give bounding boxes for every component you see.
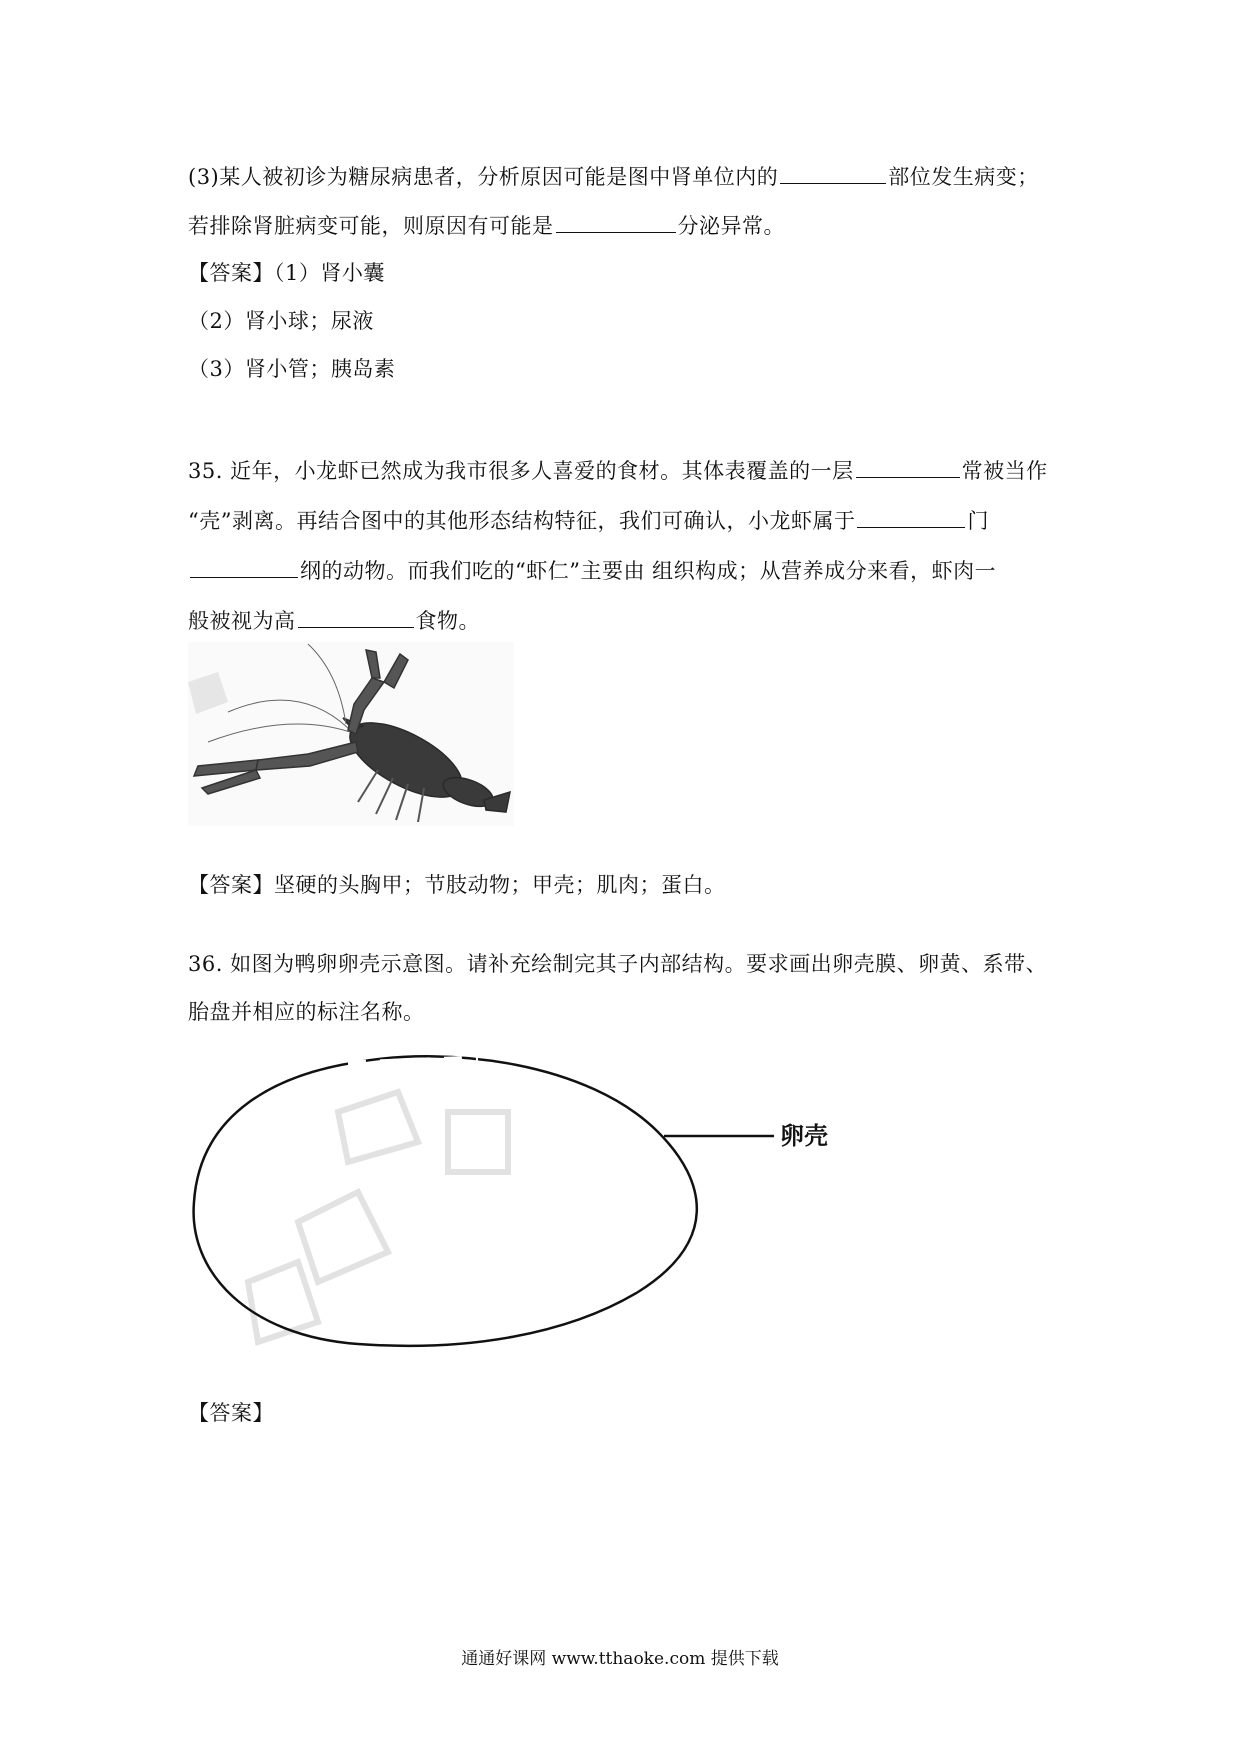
q34-part3-text-d: 分泌异常。 bbox=[677, 214, 785, 238]
q35-line3 bbox=[188, 555, 996, 585]
q35-line2 bbox=[188, 505, 989, 535]
q34-part3-line1 bbox=[188, 161, 1039, 191]
answer-blank[interactable] bbox=[780, 161, 886, 184]
q34-answer-line2: （2）肾小球；尿液 bbox=[188, 309, 374, 333]
answer-blank[interactable] bbox=[856, 455, 960, 478]
q36-answer: 【答案】 bbox=[188, 1401, 274, 1425]
answer-blank[interactable] bbox=[190, 555, 298, 578]
q36-line2: 胎盘并相应的标注名称。 bbox=[188, 1000, 425, 1024]
egg-outline bbox=[194, 1056, 697, 1346]
q35-text-e: 纲的动物。而我们吃的“虾仁”主要由 组织构成；从营养成分来看，虾肉一 bbox=[300, 559, 997, 583]
q36-line1: 36. 如图为鸭卵卵壳示意图。请补充绘制完其子内部结构。要求画出卵壳膜、卵黄、系带、 bbox=[188, 952, 1048, 976]
answer-blank[interactable] bbox=[298, 605, 414, 628]
q35-text-g: 食物。 bbox=[415, 609, 480, 633]
q35-answer: 【答案】坚硬的头胸甲；节肢动物；甲壳；肌肉；蛋白。 bbox=[188, 873, 726, 897]
q35-line4 bbox=[188, 605, 480, 635]
egg-shell-diagram bbox=[188, 1052, 868, 1376]
q34-part3-text-b: 部位发生病变； bbox=[888, 165, 1039, 189]
q34-part3-line2 bbox=[188, 210, 785, 240]
q34-part3-text-a: (3)某人被初诊为糖尿病患者，分析原因可能是图中肾单位内的 bbox=[188, 165, 779, 189]
q34-part3-text-c: 若排除肾脏病变可能，则原因有可能是 bbox=[188, 214, 554, 238]
q35-text-a: 35. 近年，小龙虾已然成为我市很多人喜爱的食材。其体表覆盖的一层 bbox=[188, 459, 854, 483]
answer-blank[interactable] bbox=[857, 505, 965, 528]
q34-answer-line1: 【答案】（1）肾小囊 bbox=[188, 261, 385, 285]
q35-text-c: “壳”剥离。再结合图中的其他形态结构特征，我们可确认，小龙虾属于 bbox=[188, 509, 856, 533]
page-footer: 通通好课网 www.tthaoke.com 提供下载 bbox=[461, 1649, 779, 1669]
q35-line1 bbox=[188, 455, 1048, 485]
q35-text-b: 常被当作 bbox=[961, 459, 1048, 483]
q35-text-d: 门 bbox=[967, 509, 989, 533]
egg-shell-label: 卵壳 bbox=[780, 1122, 828, 1150]
answer-blank[interactable] bbox=[556, 210, 676, 233]
crayfish-image bbox=[188, 642, 514, 826]
q34-answer-line3: （3）肾小管；胰岛素 bbox=[188, 357, 396, 381]
q35-text-f: 般被视为高 bbox=[188, 609, 296, 633]
